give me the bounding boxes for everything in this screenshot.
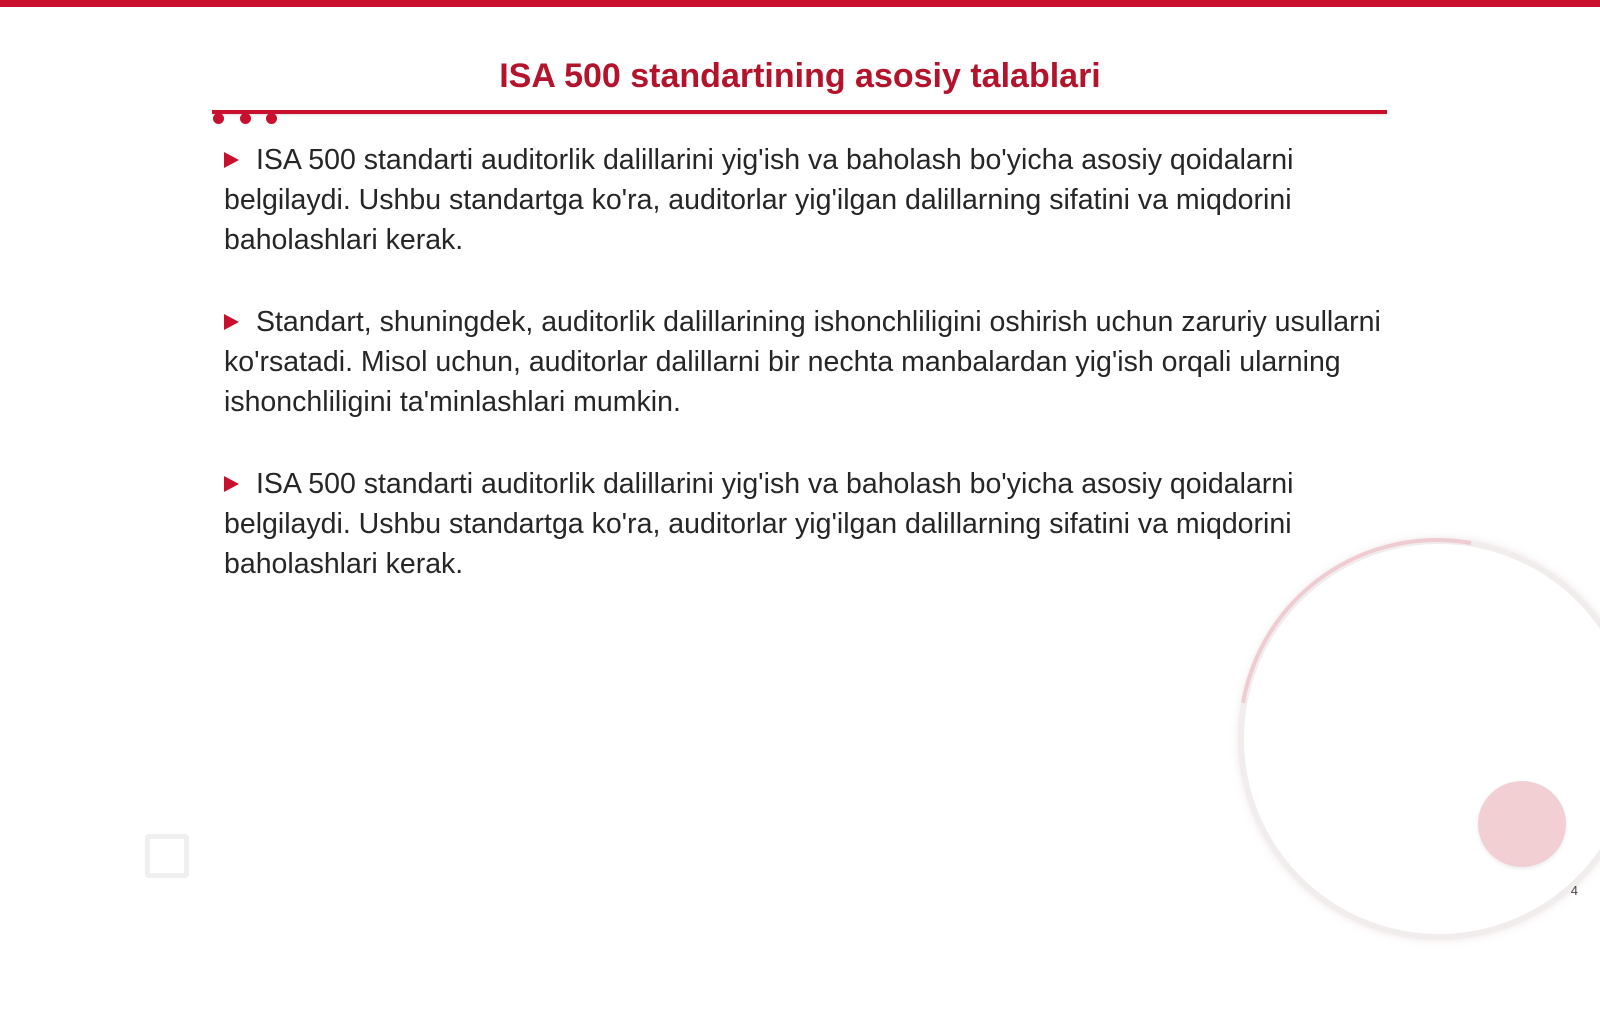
- slide-title: ISA 500 standartining asosiy talablari: [499, 57, 1101, 95]
- bullet-item: [224, 302, 1384, 422]
- top-accent-bar: [0, 0, 1600, 7]
- slide-content: [224, 140, 1384, 626]
- triangle-bullet-icon: [224, 152, 239, 168]
- decorative-dot: [266, 113, 277, 124]
- bullet-text: ISA 500 standarti auditorlik dalillarini yig'ish va baholash bo'yicha asosiy qoidalarni belgilaydi. Ushbu standartga ko'ra, auditorlar yig'ilgan dalillarning sifatini va miqdorini baholashlari kerak.: [224, 468, 1294, 580]
- bullet-item: [224, 464, 1384, 584]
- bullet-item: [224, 140, 1384, 260]
- decorative-dot: [213, 113, 224, 124]
- decorative-dot: [240, 113, 251, 124]
- bullet-text: Standart, shuningdek, auditorlik dalillarining ishonchliligini oshirish uchun zaruriy usullarni ko'rsatadi. Misol uchun, auditorlar dalillarni bir nechta manbalardan yig'ish orqali ularning ishonchliligini ta'minlashlari mumkin.: [224, 306, 1381, 418]
- title-underline: [212, 110, 1387, 114]
- triangle-bullet-icon: [224, 314, 239, 330]
- bullet-text: ISA 500 standarti auditorlik dalillarini yig'ish va baholash bo'yicha asosiy qoidalarni belgilaydi. Ushbu standartga ko'ra, auditorlar yig'ilgan dalillarning sifatini va miqdorini baholashlari kerak.: [224, 144, 1294, 256]
- triangle-bullet-icon: [224, 476, 239, 492]
- page-number: 4: [1570, 883, 1578, 898]
- decorative-blob: [1478, 781, 1566, 867]
- decorative-square: [145, 834, 189, 878]
